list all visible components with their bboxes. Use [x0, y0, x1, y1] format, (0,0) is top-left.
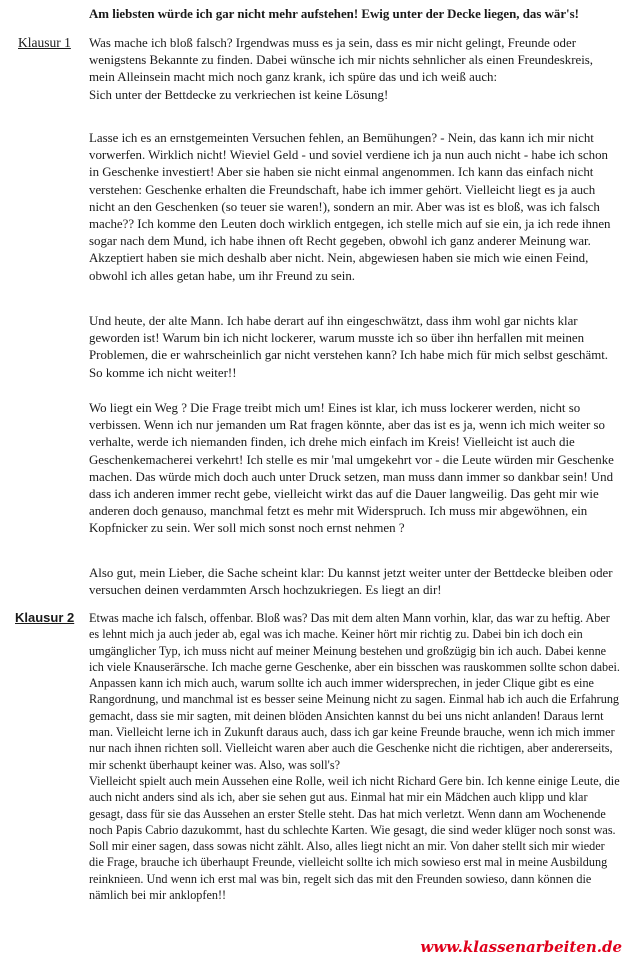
closing-paragraph: Also gut, mein Lieber, die Sache scheint klar: Du kannst jetzt weiter unter der Bettdecke bleiben oder versuchen deinen verdammten Arsch hochzukriegen. Es liegt an dir! — [89, 566, 613, 598]
paragraph: Wo liegt ein Weg ? Die Frage treibt mich um! Eines ist klar, ich muss lockerer werden, nicht so verbissen. Wenn ich nur jemanden um Rat fragen könnte, aber das ist es ja, wenn ich mich weiter so verhalte, werde ich niemanden finden, ich drehe mich einfach im Kreis! Vielleicht ist auch die Geschenkemacherei verkehrt! Ich stelle es mir 'mal umgekehrt vor - die Leute würden mir Geschenke machen. Das würde mich doch auch unter Druck setzen, man muss dann immer so dankbar sein! Und dass ich anderen immer recht gebe, vielleicht wirkt das auf die Dauer langweilig. Das geht mir wie anderen doch genauso, manchmal fetzt es mehr mit Widerspruch. Ich muss mir abgewöhnen, ein Kopfnicker zu sein. Wer soll mich sonst noch ernst nehmen ? — [89, 401, 614, 536]
paragraph: Vielleicht spielt auch mein Aussehen eine Rolle, weil ich nicht Richard Gere bin. Ich kenne einige Leute, die auch nicht anders sind als ich, aber sie sehen gut aus. Einmal hat mir ein Mädchen auch klipp und klar gesagt, dass für sie das Aussehen an erster Stelle steht. Das hat mich verletzt. Wenn dann am Wochenende noch Papis Cabrio dazukommt, hast du schlechte Karten. Wie gesagt, die sind weder klüger noch sonst was. Soll mir einer sagen, dass sowas nicht zählt. Also, alles liegt nicht an mir. Von daher stellt sich mir wieder die Frage, brauche ich überhaupt Freunde, vielleicht sollte ich mich sowieso erst mal in meine Ausbildung reinknieen. Und wenn ich erst mal was bin, regelt sich das mit den Freunden sowieso, dann können die nämlich bei mir anklopfen!! — [89, 773, 620, 903]
paragraph: Lasse ich es an ernstgemeinten Versuchen fehlen, an Bemühungen? - Nein, das kann ich mir nicht vorwerfen. Wirklich nicht! Wieviel Geld - und soviel verdiene ich ja nun auch nicht - habe ich schon in Geschenke investiert! Aber sie haben sie nicht einmal angenommen. Ich kann das einfach nicht verstehen: Geschenke erhalten die Freundschaft, habe ich immer gehört. Vielleicht liegt es ja auch nicht an den Geschenken (so teuer sie waren!), sondern an mir. Aber was ist es bloß, was ich falsch mache?? Ich komme den Leuten doch wirklich entgegen, ich stelle mich auf sie ein, ja ich rede ihnen sogar nach dem Mund, ich habe ihnen oft Recht gegeben, obwohl ich ganz anderer Meinung war. Akzeptiert haben sie mich deshalb aber nicht. Nein, abgewiesen haben sie mich wie einen Feind, obwohl ich alles getan habe, um ihr Freund zu sein. — [89, 131, 611, 283]
paragraph: Sich unter der Bettdecke zu verkriechen ist keine Lösung! — [89, 87, 389, 102]
klausur-1-label: Klausur 1 — [18, 35, 71, 50]
heading: Am liebsten würde ich gar nicht mehr aufstehen! Ewig unter der Decke liegen, das wär's! — [89, 7, 579, 21]
paragraph: Was mache ich bloß falsch? Irgendwas muss es ja sein, dass es mir nicht gelingt, Freunde oder wenigstens Bekannte zu finden. Dabei wünsche ich mir nichts sehnlicher als einen Freundeskreis, mein Alleinsein macht mich noch ganz krank, ich spüre das und ich weiß auch: — [89, 36, 594, 85]
klausur-1-section — [89, 35, 621, 104]
klausur-2-section — [89, 610, 621, 903]
paragraph: Und heute, der alte Mann. Ich habe derart auf ihn eingeschwätzt, dass ihm wohl gar nichts klar geworden ist! Warum bin ich nicht lockerer, warum musste ich so über ihn herfallen mit meinen Problemen, die er wahrscheinlich gar nicht verstehen kann? Ich habe mich für mich selbst geschämt. So komme ich nicht weiter!! — [89, 314, 609, 380]
website-watermark: www.klassenarbeiten.de — [420, 938, 622, 956]
paragraph: Etwas mache ich falsch, offenbar. Bloß was? Das mit dem alten Mann vorhin, klar, das war zu heftig. Aber es lehnt mich ja auch jeder ab, egal was ich mache. Keiner hört mir richtig zu. Dabei bin ich doch ein umgänglicher Typ, ich muss nicht auf meiner Meinung bestehen und großzügig bin ich auch. Dabei kenne ich viele Knauserärsche. Ich mache gerne Geschenke, aber ein bisschen was rauskommen sollte schon dabei. Anpassen kann ich mich auch, warum sollte ich auch immer widersprechen, in jeder Clique gibt es eine Rangordnung, und manchmal ist es besser seine Meinung nicht zu sagen. Einmal hab ich auch die Erfahrung gemacht, dass sie mir sagten, mit deinen blöden Ansichten kannst du bei uns nicht anlanden! Daraus lernt man. Vielleicht lerne ich in Zukunft daraus auch, dass ich gar keine Freunde brauche, wenn ich mich immer nur nach ihnen richten soll. Vielleicht waren aber auch die Geschenke nicht die richtigen, aber andererseits, mir schenkt überhaupt keiner was. Also, was soll's? — [89, 611, 620, 772]
klausur-2-label: Klausur 2 — [15, 610, 75, 625]
